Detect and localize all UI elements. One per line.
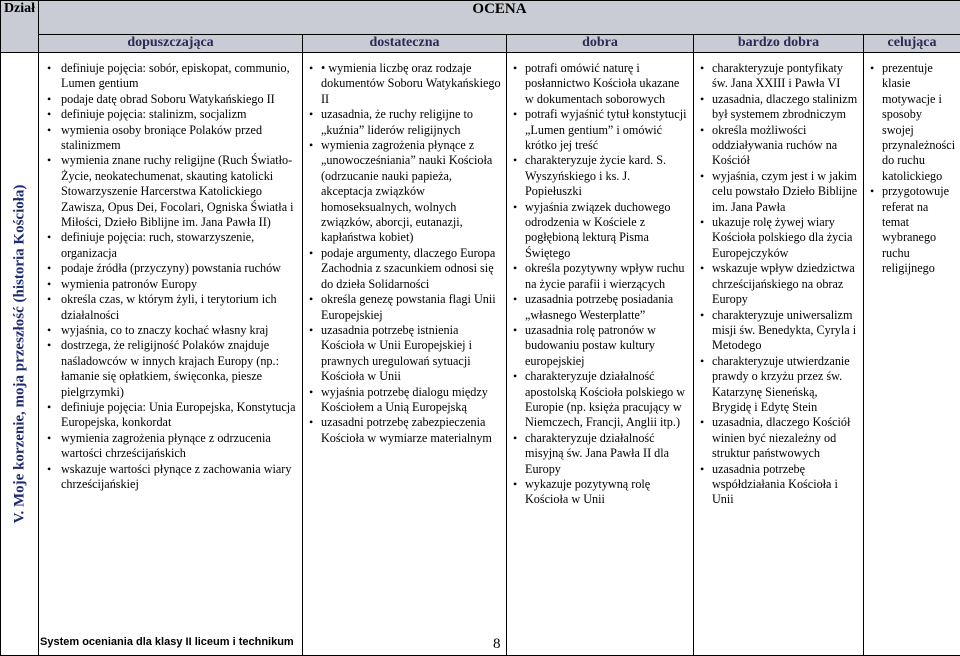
criterion-item: • uzasadnia, dlaczego Kościół winien być niezależny od struktur państwowych xyxy=(698,415,859,461)
criteria-bardzo-dobra xyxy=(694,53,864,656)
criterion-item: • określa możliwości oddziaływania ruchów na Kościół xyxy=(698,123,859,169)
criteria-dopuszczajaca xyxy=(39,53,303,656)
criterion-item: • definiuje pojęcia: stalinizm, socjalizm xyxy=(45,107,296,122)
criterion-item: • wymienia osoby broniące Polaków przed stalinizmem xyxy=(45,123,296,154)
criterion-item: • podaje argumenty, dlaczego Europa Zachodnia z szacunkiem odnosi się do dzieła Solidarności xyxy=(307,246,502,292)
criterion-item: • potrafi omówić naturę i posłannictwo Kościoła ukazane w dokumentach soborowych xyxy=(511,61,689,107)
criterion-item: • charakteryzuje działalność apostolską Kościoła polskiego w Europie (np. księża pracujący w Niemczech, Francji, Anglii itp.) xyxy=(511,369,689,431)
criterion-item: • wymienia zagrożenia płynące z odrzucenia wartości chrześcijańskich xyxy=(45,431,296,462)
criterion-item: • wyjaśnia potrzebę dialogu między Kościołem a Unią Europejską xyxy=(307,385,502,416)
grade-header-celujaca: celująca xyxy=(864,35,960,53)
criterion-item: • charakteryzuje działalność misyjną św. Jana Pawła II dla Europy xyxy=(511,431,689,477)
criterion-item: • uzasadnia, dlaczego stalinizm był systemem zbrodniczym xyxy=(698,92,859,123)
criterion-item: • definiuje pojęcia: sobór, episkopat, communio, Lumen gentium xyxy=(45,61,296,92)
criteria-dostateczna xyxy=(303,53,507,656)
criterion-item: • wykazuje pozytywną rolę Kościoła w Unii xyxy=(511,477,689,508)
column-header-ocena: OCENA xyxy=(39,1,960,35)
criterion-item: • uzasadnia potrzebę istnienia Kościoła w Unii Europejskiej i prawnych uregulowań sytuacji Kościoła w Unii xyxy=(307,323,502,385)
criterion-item: • wskazuje wpływ dziedzictwa chrześcijańskiego na obraz Europy xyxy=(698,261,859,307)
criterion-item: • wyjaśnia, co to znaczy kochać własny kraj xyxy=(45,323,296,338)
criterion-item: • wyjaśnia związek duchowego odrodzenia w Kościele z pogłębioną lekturą Pisma Świętego xyxy=(511,200,689,262)
criterion-item: • uzasadnia rolę patronów w budowaniu postaw kultury europejskiej xyxy=(511,323,689,369)
footer-text: System oceniania dla klasy II liceum i technikum xyxy=(40,636,294,648)
grade-header-bardzo-dobra: bardzo dobra xyxy=(694,35,864,53)
section-cell xyxy=(1,53,39,656)
criterion-item: • • wymienia liczbę oraz rodzaje dokumentów Soboru Watykańskiego II xyxy=(307,61,502,107)
criterion-item: • charakteryzuje życie kard. S. Wyszyńskiego i ks. J. Popiełuszki xyxy=(511,153,689,199)
grade-header-dostateczna: dostateczna xyxy=(303,35,507,53)
criterion-item: • podaje datę obrad Soboru Watykańskiego II xyxy=(45,92,296,107)
criterion-item: • uzasadnia potrzebę współdziałania Kościoła i Unii xyxy=(698,462,859,508)
criterion-item: • podaje źródła (przyczyny) powstania ruchów xyxy=(45,261,296,276)
criterion-item: • uzasadnia, że ruchy religijne to „kuźnia” liderów religijnych xyxy=(307,107,502,138)
criterion-item: • uzasadni potrzebę zabezpieczenia Kościoła w wymiarze materialnym xyxy=(307,415,502,446)
criterion-item: • uzasadnia potrzebę posiadania „własnego Westerplatte” xyxy=(511,292,689,323)
criterion-item: • określa genezę powstania flagi Unii Europejskiej xyxy=(307,292,502,323)
section-title: V. Moje korzenie, moja przeszłość (historia Kościoła) xyxy=(11,185,28,524)
grade-header-dopuszczajaca: dopuszczająca xyxy=(39,35,303,53)
criterion-item: • prezentuje klasie motywacje i sposoby swojej przynależności do ruchu katolickiego xyxy=(868,61,956,184)
page-number: 8 xyxy=(493,636,501,653)
criterion-item: • określa czas, w którym żyli, i terytorium ich działalności xyxy=(45,292,296,323)
criterion-item: • dostrzega, że religijność Polaków znajduje naśladowców w innych krajach Europy (np.: łamanie się opłatkiem, święconka, piesze pielgrzymki) xyxy=(45,338,296,400)
criterion-item: • ukazuje rolę żywej wiary Kościoła polskiego dla życia Europejczyków xyxy=(698,215,859,261)
criterion-item: • potrafi wyjaśnić tytuł konstytucji „Lumen gentium” i omówić krótko jej treść xyxy=(511,107,689,153)
criterion-item: • wymienia znane ruchy religijne (Ruch Światło-Życie, neokatechumenat, skauting katolicki Stowarzyszenie Harcerstwa Katolickiego Zawisza, Opus Dei, Focolari, Ogniska Światła i Miłości, Dzieło Biblijne im. Jana Pawła II) xyxy=(45,153,296,230)
criterion-item: • określa pozytywny wpływ ruchu na życie parafii i wierzących xyxy=(511,261,689,292)
criteria-celujaca xyxy=(864,53,960,656)
column-header-dzial: Dział xyxy=(1,1,39,53)
criterion-item: • definiuje pojęcia: ruch, stowarzyszenie, organizacja xyxy=(45,230,296,261)
criterion-item: • charakteryzuje utwierdzanie prawdy o krzyżu przez św. Katarzynę Sieneńską, Brygidę i Edytę Stein xyxy=(698,354,859,416)
criterion-item: • charakteryzuje uniwersalizm misji św. Benedykta, Cyryla i Metodego xyxy=(698,308,859,354)
criterion-item: • przygotowuje referat na temat wybranego ruchu religijnego xyxy=(868,184,956,276)
criterion-item: • charakteryzuje pontyfikaty św. Jana XXIII i Pawła VI xyxy=(698,61,859,92)
criterion-item: • definiuje pojęcia: Unia Europejska, Konstytucja Europejska, konkordat xyxy=(45,400,296,431)
criteria-dobra xyxy=(507,53,694,656)
criterion-item: • wyjaśnia, czym jest i w jakim celu powstało Dzieło Biblijne im. Jana Pawła xyxy=(698,169,859,215)
grade-header-dobra: dobra xyxy=(507,35,694,53)
criterion-item: • wymienia patronów Europy xyxy=(45,277,296,292)
criterion-item: • wymienia zagrożenia płynące z „unowocześniania” nauki Kościoła (odrzucanie nauki papieża, akceptacja związków homoseksualnych, wolnych związków, aborcji, eutanazji, kapłaństwa kobiet) xyxy=(307,138,502,246)
criterion-item: • wskazuje wartości płynące z zachowania wiary chrześcijańskiej xyxy=(45,462,296,493)
